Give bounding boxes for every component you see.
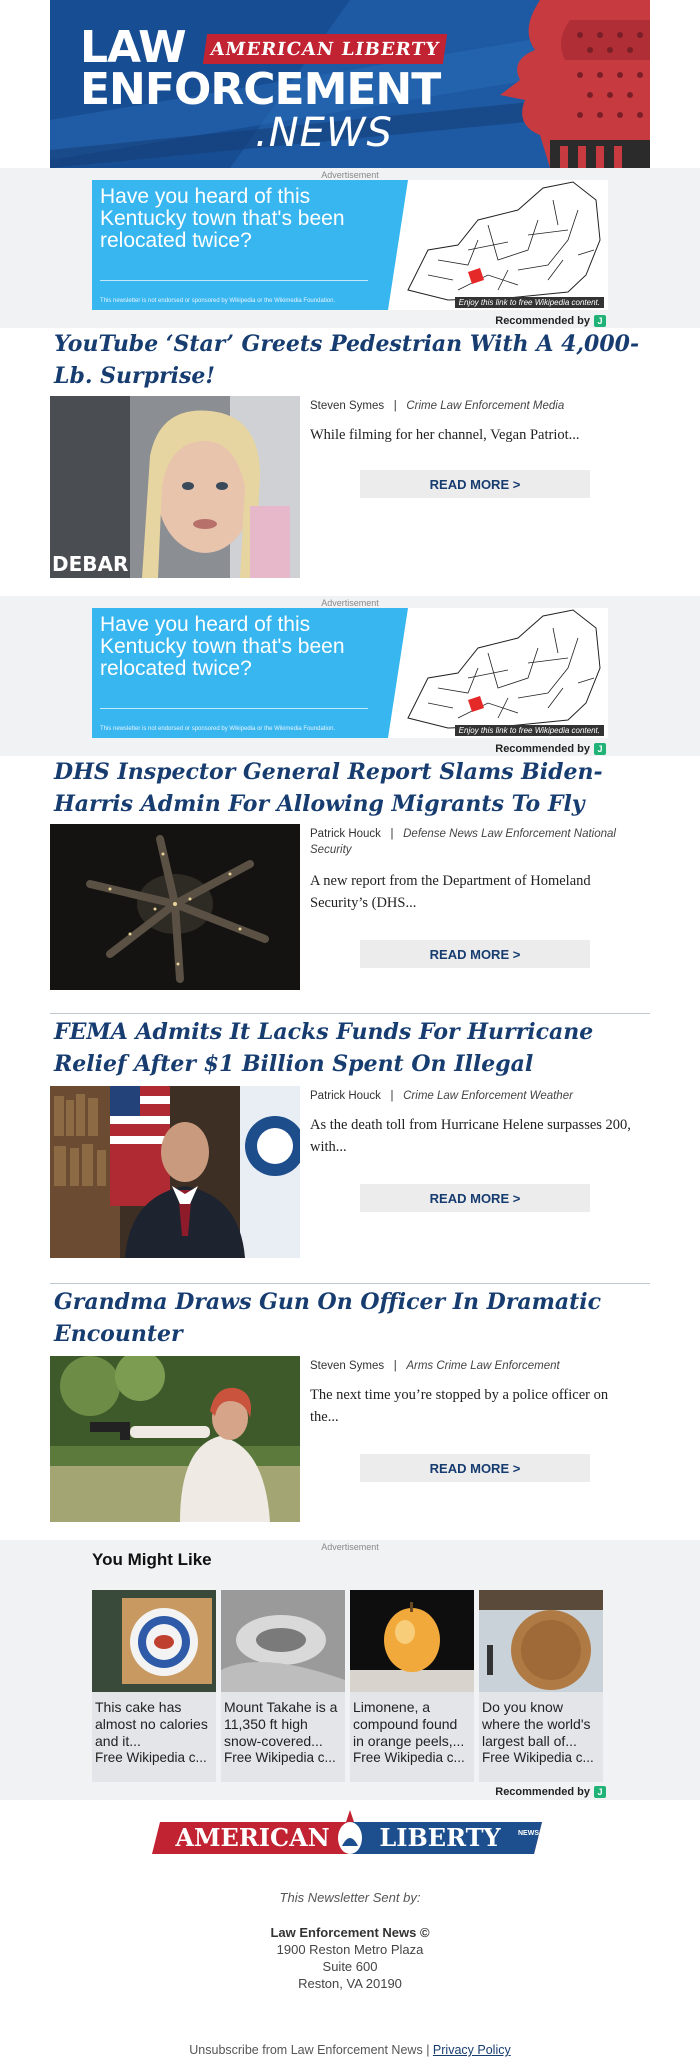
ad-fine-print: This newsletter is not endorsed or sponsored by Wikipedia or the Wikimedia Foundation. xyxy=(100,298,336,304)
recommended-by-3[interactable] xyxy=(495,1786,606,1798)
footer-address-line3: Reston, VA 20190 xyxy=(298,1976,402,1991)
article-headline[interactable]: FEMA Admits It Lacks Funds For Hurricane Relief After $1 Billion Spent On Illegal xyxy=(54,1019,594,1077)
article-excerpt: While filming for her channel, Vegan Patriot... xyxy=(310,427,580,443)
ad-map-caption: Enjoy this link to free Wikipedia content. xyxy=(455,725,604,736)
grandma-with-gun-image xyxy=(50,1356,300,1522)
american-liberty-badge xyxy=(203,34,447,64)
article-1 xyxy=(50,328,650,578)
article-divider xyxy=(50,1283,650,1284)
recommended-by-1[interactable] xyxy=(495,315,606,327)
ad-fine-print: This newsletter is not endorsed or sponsored by Wikipedia or the Wikimedia Foundation. xyxy=(100,726,336,732)
recommendation-source: Free Wikipedia c... xyxy=(95,1750,207,1765)
read-more-button[interactable]: READ MORE > xyxy=(360,940,590,968)
article-excerpt: As the death toll from Hurricane Helene surpasses 200, with... xyxy=(310,1117,631,1155)
recommendation-text: Limonene, a compound found in orange peels,... xyxy=(353,1699,465,1749)
meta-separator: | xyxy=(390,828,394,840)
recommendation-source: Free Wikipedia c... xyxy=(482,1750,594,1765)
read-more-button[interactable]: READ MORE > xyxy=(360,1184,590,1212)
article-author[interactable]: Steven Symes xyxy=(310,1360,385,1372)
ad-headline: Have you heard of this Kentucky town that's been relocated twice? xyxy=(100,185,345,252)
article-excerpt: The next time you’re stopped by a police officer on the... xyxy=(310,1387,609,1425)
you-might-like-title: You Might Like xyxy=(92,1550,212,1569)
recommendation-source: Free Wikipedia c... xyxy=(353,1750,465,1765)
read-more-button[interactable]: READ MORE > xyxy=(360,470,590,498)
header-banner[interactable] xyxy=(50,0,650,168)
recommendation-text: Do you know where the world's largest ball of... xyxy=(482,1699,591,1749)
article-author[interactable]: Steven Symes xyxy=(310,400,385,412)
logo-news-text: NEWS xyxy=(518,1830,539,1837)
recommended-by-2[interactable] xyxy=(495,743,606,755)
american-liberty-logo[interactable] xyxy=(150,1808,550,1862)
sent-by-label: This Newsletter Sent by: xyxy=(279,1890,421,1905)
ad-headline: Have you heard of this Kentucky town that's been relocated twice? xyxy=(100,613,345,680)
footer-org-name: Law Enforcement News © xyxy=(270,1925,430,1940)
article-thumbnail[interactable] xyxy=(50,1356,300,1522)
ad-divider xyxy=(100,708,380,709)
kentucky-map-image xyxy=(368,608,608,738)
recommended-label: Recommended by xyxy=(495,315,590,327)
footer-links xyxy=(0,2043,700,2057)
footer-address-line2: Suite 600 xyxy=(322,1959,378,1974)
article-meta xyxy=(310,1358,645,1374)
banner-law-text: LAW xyxy=(80,22,186,73)
article-headline[interactable]: Grandma Draws Gun On Officer In Dramatic Encounter xyxy=(54,1289,602,1347)
logo-liberty-text: LIBERTY xyxy=(379,1823,501,1852)
airport-night-image xyxy=(50,824,300,990)
badge-text: AMERICAN LIBERTY xyxy=(209,38,441,60)
read-more-button[interactable]: READ MORE > xyxy=(360,1454,590,1482)
ad-card-kentucky-1[interactable] xyxy=(92,180,608,310)
recommended-logo-icon: J xyxy=(594,743,606,755)
article-thumbnail[interactable] xyxy=(50,1086,300,1258)
uncle-sam-silhouette-icon xyxy=(480,0,650,168)
article-excerpt: A new report from the Department of Homeland Security’s (DHS... xyxy=(310,873,591,911)
article-headline[interactable]: DHS Inspector General Report Slams Biden-Harris Admin For Allowing Migrants To Fly xyxy=(54,759,603,817)
article-author[interactable]: Patrick Houck xyxy=(310,828,381,840)
article-categories[interactable]: Crime Law Enforcement Weather xyxy=(403,1090,573,1102)
ball-of-twine-image xyxy=(479,1590,603,1692)
recommendation-card[interactable] xyxy=(479,1590,603,1782)
ad-card-kentucky-2[interactable] xyxy=(92,608,608,738)
orange-peel-image xyxy=(350,1590,474,1692)
unsubscribe-link[interactable]: Unsubscribe from Law Enforcement News xyxy=(189,2043,423,2057)
banner-news-text: .NEWS xyxy=(255,110,393,156)
recommended-logo-icon: J xyxy=(594,315,606,327)
article-categories[interactable]: Arms Crime Law Enforcement xyxy=(406,1360,560,1372)
recommendation-card[interactable] xyxy=(221,1590,345,1782)
mountain-aerial-image xyxy=(221,1590,345,1692)
ad-divider xyxy=(100,280,380,281)
article-meta xyxy=(310,398,645,414)
ad-map-caption: Enjoy this link to free Wikipedia content. xyxy=(455,297,604,308)
meta-separator: | xyxy=(393,1360,397,1372)
privacy-policy-link[interactable]: Privacy Policy xyxy=(432,2043,511,2057)
banner-enforcement-text: ENFORCEMENT xyxy=(80,64,441,115)
ad-label: Advertisement xyxy=(321,170,379,180)
article-2 xyxy=(50,756,650,990)
recommendation-text: Mount Takahe is a 11,350 ft high snow-covered... xyxy=(224,1699,338,1749)
meta-separator: | xyxy=(390,1090,394,1102)
footer-separator: | xyxy=(426,2043,430,2057)
ad-label: Advertisement xyxy=(321,598,379,608)
article-thumbnail[interactable] xyxy=(50,824,300,990)
woman-in-car-image xyxy=(50,396,300,578)
recommendation-card[interactable] xyxy=(350,1590,474,1782)
recommended-label: Recommended by xyxy=(495,743,590,755)
article-categories[interactable]: Crime Law Enforcement Media xyxy=(406,400,565,412)
article-thumbnail[interactable] xyxy=(50,396,300,578)
article-meta xyxy=(310,1088,645,1104)
article-divider xyxy=(50,1013,650,1014)
article-4 xyxy=(50,1286,650,1524)
meta-separator: | xyxy=(393,400,397,412)
image-watermark: DEBAR xyxy=(52,552,129,576)
recommendation-text: This cake has almost no calories and it... xyxy=(95,1699,208,1749)
article-meta xyxy=(310,826,645,858)
cake-plate-image xyxy=(92,1590,216,1692)
article-3 xyxy=(50,1016,650,1260)
article-categories[interactable]: Defense News Law Enforcement National Security xyxy=(310,828,616,856)
recommendation-card[interactable] xyxy=(92,1590,216,1782)
recommended-label: Recommended by xyxy=(495,1786,590,1798)
footer-address-line1: 1900 Reston Metro Plaza xyxy=(276,1942,424,1957)
official-at-podium-image xyxy=(50,1086,300,1258)
logo-american-text: AMERICAN xyxy=(175,1823,330,1852)
recommendation-source: Free Wikipedia c... xyxy=(224,1750,336,1765)
recommended-logo-icon: J xyxy=(594,1786,606,1798)
ad-label: Advertisement xyxy=(321,1542,379,1552)
kentucky-map-image xyxy=(368,180,608,310)
article-headline[interactable]: YouTube ‘Star’ Greets Pedestrian With A 4,000-Lb. Surprise! xyxy=(54,331,640,389)
article-author[interactable]: Patrick Houck xyxy=(310,1090,381,1102)
